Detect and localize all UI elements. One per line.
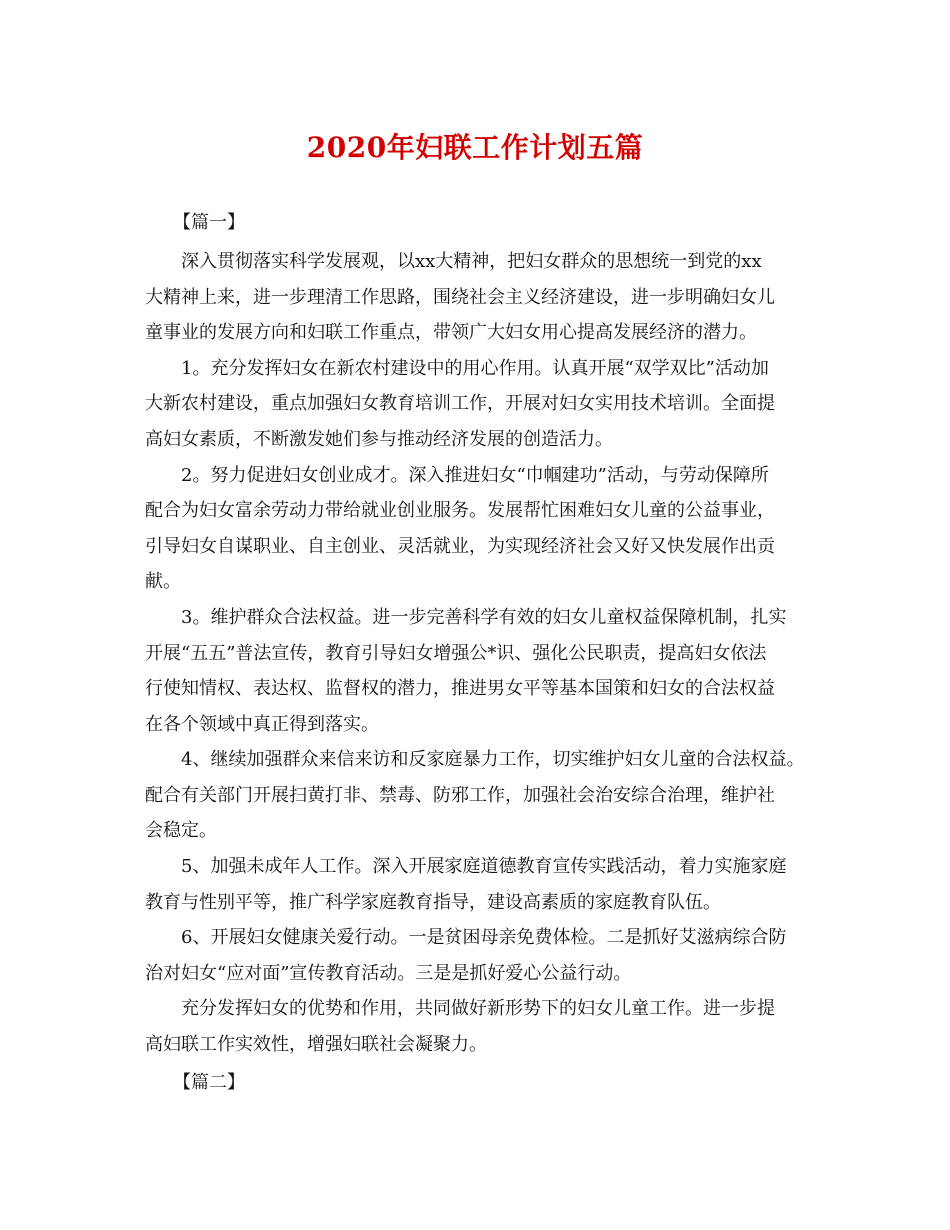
paragraph-line: 童事业的发展方向和妇联工作重点，带领广大妇女用心提高发展经济的潜力。: [145, 322, 757, 343]
paragraph-line: 行使知情权、表达权、监督权的潜力，推进男女平等基本国策和妇女的合法权益: [145, 678, 775, 699]
section-heading-2: 【篇二】: [173, 1072, 245, 1093]
paragraph-line: 高妇联工作实效性，增强妇联社会凝聚力。: [145, 1034, 487, 1055]
paragraph-line: 大新农村建设，重点加强妇女教育培训工作，开展对妇女实用技术培训。全面提: [145, 393, 775, 414]
paragraph-line: 配合有关部门开展扫黄打非、禁毒、防邪工作，加强社会治安综合治理，维护社: [145, 785, 775, 806]
paragraph-line: 开展“五五”普法宣传，教育引导妇女增强公*识、强化公民职责，提高妇女依法: [145, 643, 767, 664]
paragraph-line: 引导妇女自谋职业、自主创业、灵活就业，为实现经济社会又好又快发展作出贡: [145, 536, 775, 557]
paragraph-line: 教育与性别平等，推广科学家庭教育指导，建设高素质的家庭教育队伍。: [145, 892, 721, 913]
paragraph-line: 会稳定。: [145, 820, 217, 841]
paragraph-line: 在各个领域中真正得到落实。: [145, 714, 379, 735]
paragraph-line: 6、开展妇女健康关爱行动。一是贫困母亲免费体检。二是抓好艾滋病综合防: [181, 927, 787, 948]
paragraph-line: 4、继续加强群众来信来访和反家庭暴力工作，切实维护妇女儿童的合法权益。: [181, 749, 805, 770]
paragraph-line: 献。: [145, 571, 181, 592]
paragraph-line: 2。努力促进妇女创业成才。深入推进妇女“巾帼建功”活动，与劳动保障所: [181, 465, 769, 486]
paragraph-line: 5、加强未成年人工作。深入开展家庭道德教育宣传实践活动，着力实施家庭: [181, 856, 787, 877]
paragraph-line: 配合为妇女富余劳动力带给就业创业服务。发展帮忙困难妇女儿童的公益事业，: [145, 500, 775, 521]
document-title: 2020年妇联工作计划五篇: [306, 131, 644, 164]
paragraph-line: 大精神上来，进一步理清工作思路，围绕社会主义经济建设，进一步明确妇女儿: [145, 287, 775, 308]
paragraph-line: 深入贯彻落实科学发展观，以xx大精神，把妇女群众的思想统一到党的xx: [181, 251, 762, 272]
paragraph-line: 3。维护群众合法权益。进一步完善科学有效的妇女儿童权益保障机制，扎实: [181, 607, 787, 628]
paragraph-line: 充分发挥妇女的优势和作用，共同做好新形势下的妇女儿童工作。进一步提: [181, 998, 775, 1019]
section-heading-1: 【篇一】: [173, 212, 245, 233]
paragraph-line: 高妇女素质，不断激发她们参与推动经济发展的创造活力。: [145, 429, 613, 450]
paragraph-line: 1。充分发挥妇女在新农村建设中的用心作用。认真开展“双学双比”活动加: [181, 358, 769, 379]
paragraph-line: 治对妇女“应对面”宣传教育活动。三是是抓好爱心公益行动。: [145, 963, 632, 984]
